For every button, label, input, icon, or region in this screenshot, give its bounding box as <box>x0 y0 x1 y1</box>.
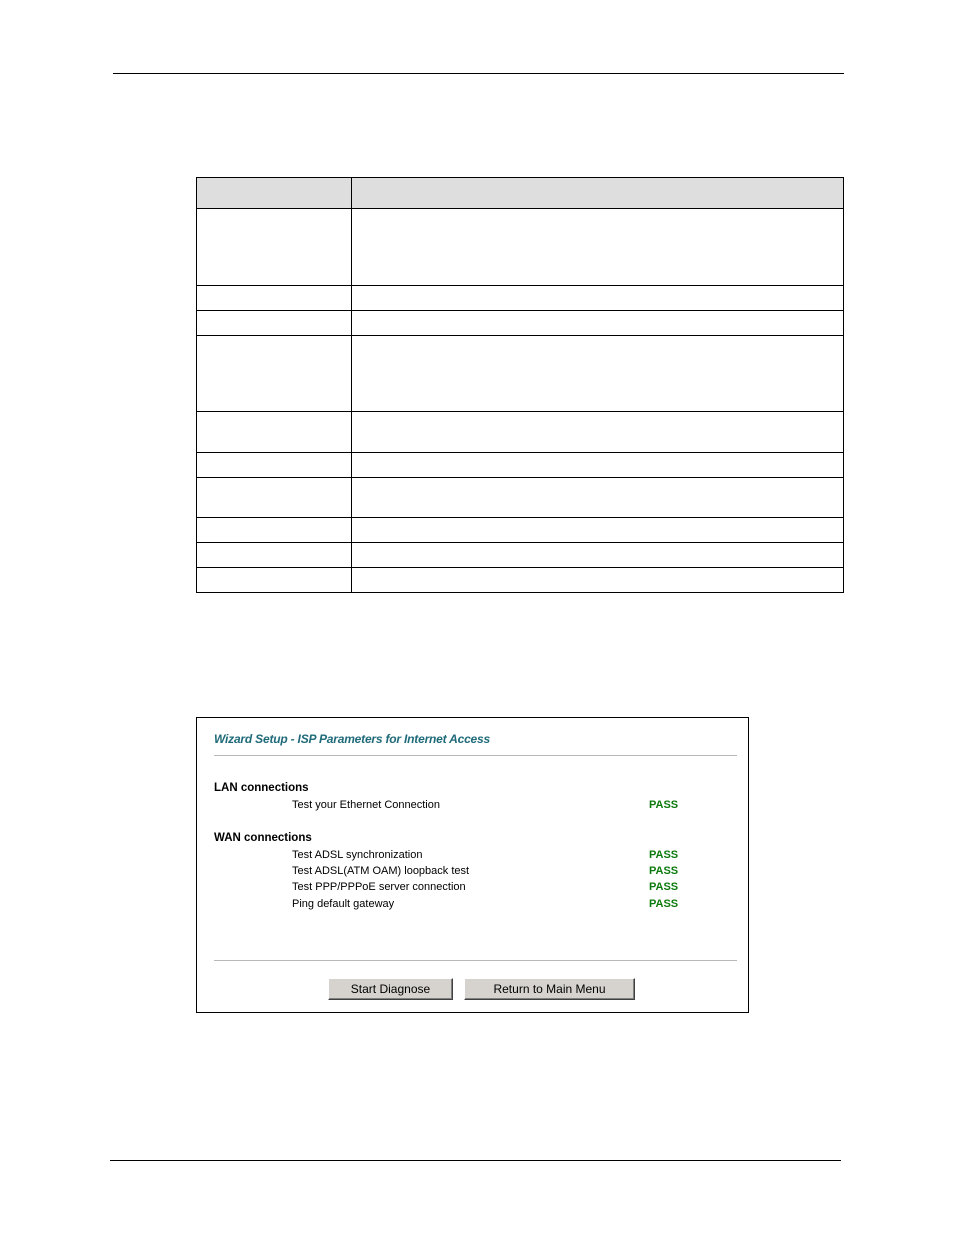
title-divider <box>214 755 737 756</box>
return-to-main-menu-button[interactable]: Return to Main Menu <box>464 978 635 1000</box>
test-adsl-sync-label: Test ADSL synchronization <box>292 849 423 861</box>
test-ethernet-status: PASS <box>649 799 679 811</box>
field-description-table <box>196 177 844 593</box>
test-pppoe-label: Test PPP/PPPoE server connection <box>292 881 466 893</box>
test-adsl-sync-status: PASS <box>649 849 679 861</box>
table-row <box>197 286 844 311</box>
table-row <box>197 209 844 286</box>
table-row <box>197 478 844 518</box>
page-header-rule <box>113 73 844 74</box>
panel-title: Wizard Setup - ISP Parameters for Internet Access <box>214 732 490 746</box>
diagnose-panel <box>196 717 749 1013</box>
table-row <box>197 412 844 453</box>
wan-section-heading: WAN connections <box>214 832 312 844</box>
table-row <box>197 311 844 336</box>
test-adsl-loopback-label: Test ADSL(ATM OAM) loopback test <box>292 865 470 877</box>
ping-gateway-status: PASS <box>649 898 679 910</box>
test-pppoe-status: PASS <box>649 881 679 893</box>
table-row <box>197 568 844 593</box>
test-adsl-loopback-status: PASS <box>649 865 679 877</box>
table-row <box>197 518 844 543</box>
table-row <box>197 453 844 478</box>
table-row <box>197 336 844 412</box>
test-ethernet-label: Test your Ethernet Connection <box>292 799 440 811</box>
page-footer-rule <box>110 1160 841 1161</box>
button-divider <box>214 960 737 961</box>
lan-section-heading: LAN connections <box>214 782 309 794</box>
start-diagnose-button[interactable]: Start Diagnose <box>328 978 453 1000</box>
table-header-row <box>197 178 844 209</box>
ping-gateway-label: Ping default gateway <box>292 898 395 910</box>
table-row <box>197 543 844 568</box>
